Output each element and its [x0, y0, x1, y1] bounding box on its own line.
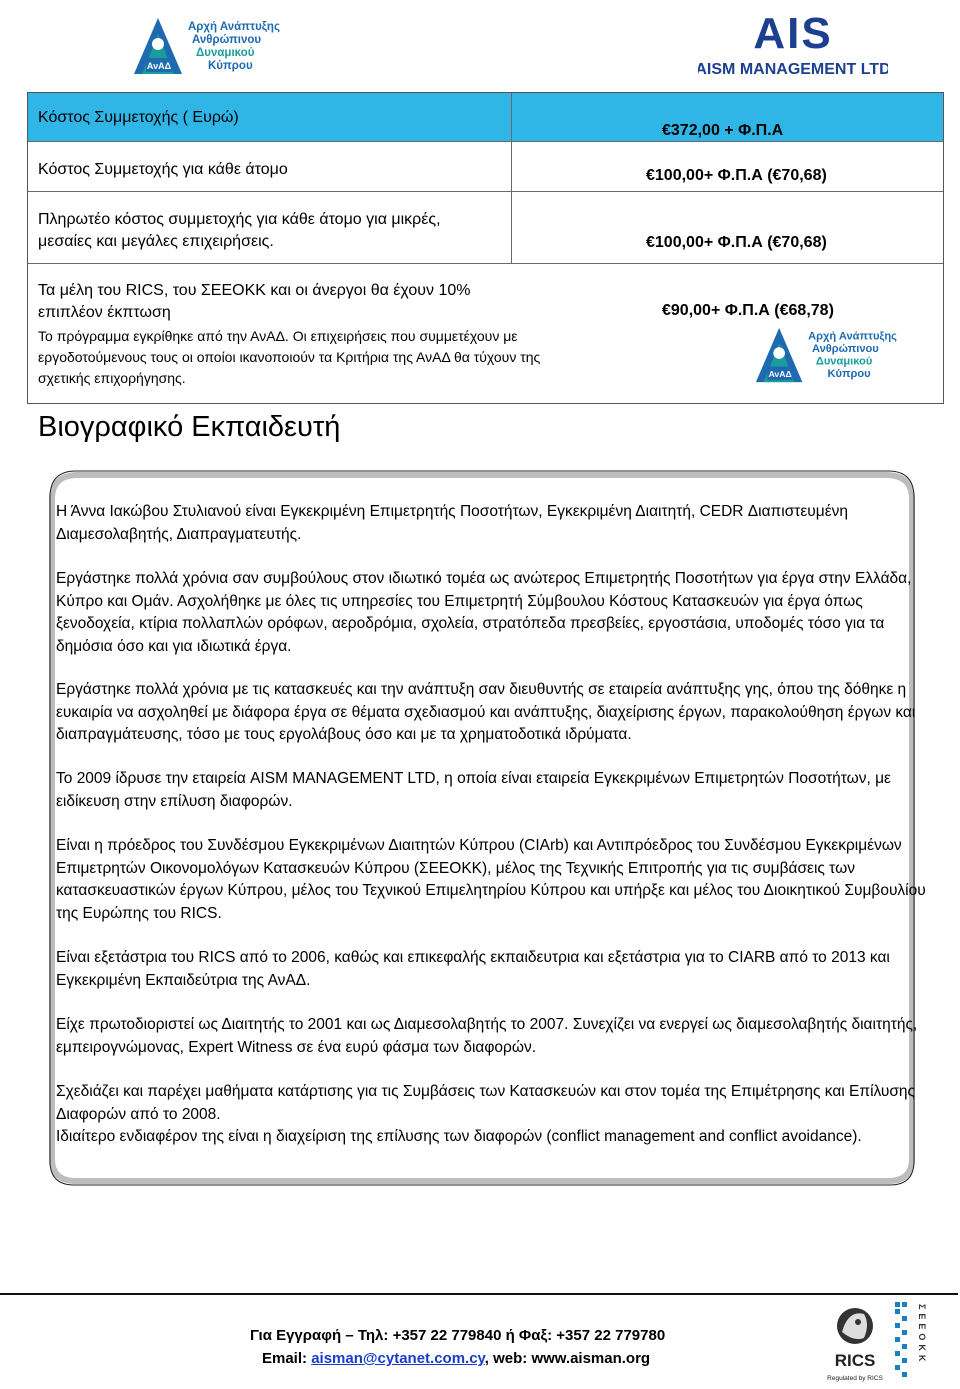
bio-paragraph: Εργάστηκε πολλά χρόνια με τις κατασκευές και την ανάπτυξη σαν διευθυντής σε εταιρεία ανάπτυξης γης, όπου της δόθηκε η ευκαιρία να ασχοληθεί με διάφορα έργα σε θέματα σχεδιασμού και ανάπτυξης, διαχείρισης έργων, παρακολούθηση έργων και διαπραγμάτευσης, τόσο με τους εργολάβους όσο και με τα χρηματοδοτικά ιδρύματα. [56, 681, 916, 743]
row1-price: €100,00+ Φ.Π.Α (€70,68) [646, 167, 827, 184]
bio-paragraph: Ιδιαίτερο ενδιαφέρον της είναι η διαχείριση της επίλυσης των διαφορών (conflict management and conflict avoidance). [56, 1128, 862, 1145]
ais-logo [698, 6, 888, 80]
svg-text:ΑνΑΔ: ΑνΑΔ [768, 369, 792, 380]
footer-divider [0, 1293, 958, 1295]
rics-logo-tagline: Regulated by RICS [827, 1375, 883, 1382]
svg-text:Δυναμικού: Δυναμικού [196, 47, 255, 59]
bio-paragraph: Η Άννα Ιακώβου Στυλιανού είναι Εγκεκριμένη Επιμετρητής Ποσοτήτων, Εγκεκριμένη Διαιτητή, CEDR Διαπιστευμένη Διαμεσολαβητής, Διαπραγματευτής. [56, 503, 848, 543]
bio-paragraph: Σχεδιάζει και παρέχει μαθήματα κατάρτισης για τις Συμβάσεις των Κατασκευών και στον τομέα της Επιμέτρησης και Επίλυσης Διαφορών από το 2008. [56, 1083, 916, 1123]
email-label: Email: [262, 1350, 312, 1367]
row3-label-line2: επιπλέον έκπτωση [38, 304, 171, 321]
rics-logo-name: RICS [834, 1351, 876, 1370]
bio-title: Βιογραφικό Εκπαιδευτή [38, 411, 341, 443]
ais-logo-name: AISM MANAGEMENT LTD [698, 61, 888, 78]
row-divider [28, 141, 943, 142]
svg-text:Ανθρώπινου: Ανθρώπινου [812, 343, 879, 356]
price-table-title: Κόστος Συμμετοχής ( Ευρώ) [38, 109, 239, 126]
row2-label-line2: μεσαίες και μεγάλες επιχειρήσεις. [38, 233, 274, 250]
footer-contact-phone: Για Εγγραφή – Τηλ: +357 22 779840 ή Φαξ: +357 22 779780 [250, 1327, 666, 1344]
row-divider [28, 263, 943, 264]
bio-paragraph: Είναι η πρόεδρος του Συνδέσμου Εγκεκριμένων Διαιτητών Κύπρου (CIArb) και Αντιπρόεδρος του Συνδέσμου Εγκεκριμένων Επιμετρητών Οικονομολόγων Κατασκευών Κύπρου (ΣΕΕΟΚΚ), μέλος της Τεχνικής Επιτροπής για τις συμβάσεις των κατασκευαστικών έργων Κύπρου, μέλος του Τεχνικού Επιμελητηρίου Κύπρου και υπήρξε και μέλος του Διοικητικού Συμβουλίου της Ευρώπης του RICS. [56, 837, 926, 922]
row3-price: €90,00+ Φ.Π.Α (€68,78) [662, 302, 834, 319]
seeokk-logo-text: ΣΕΕΟΚΚ [917, 1304, 927, 1366]
bio-paragraph: Είναι εξετάστρια του RICS από το 2006, καθώς και επικεφαλής εκπαιδευτρια και εξετάστρια για το CIARB από το 2013 και Εγκεκριμένη Εκπαιδεύτρια της ΑνΑΔ. [56, 949, 890, 989]
rics-logo [824, 1300, 886, 1384]
bio-paragraph: Το 2009 ίδρυσε την εταιρεία AISM MANAGEMENT LTD, η οποία είναι εταιρεία Εγκεκριμένων Επιμετρητών Ποσοτήτων, με ειδίκευση στην επίλυση διαφορών. [56, 770, 891, 810]
bio-paragraph: Είχε πρωτοδιοριστεί ως Διαιτητής το 2001 και ως Διαμεσολαβητής το 2007. Συνεχίζει να ενεργεί ως διαμεσολαβητής διαιτητής, εμπειρογνώμονας, Expert Witness σε ένα ευρύ φάσμα των διαφορών. [56, 1016, 918, 1056]
note-line2: εργοδοτούμενους τους οι οποίοι ικανοποιούν τα Κριτήρια της ΑνΑΔ θα τύχουν της [38, 349, 541, 365]
row2-label-line1: Πληρωτέο κόστος συμμετοχής για κάθε άτομο για μικρές, [38, 211, 441, 228]
web-text: , web: www.aisman.org [484, 1350, 651, 1367]
column-divider [511, 93, 512, 263]
svg-text:Αρχή Ανάπτυξης: Αρχή Ανάπτυξης [808, 330, 897, 343]
anad-logo [132, 14, 282, 78]
svg-text:Κύπρου: Κύπρου [208, 60, 253, 72]
anad-logo-small [754, 324, 899, 386]
note-line1: Το πρόγραμμα εγκρίθηκε από την ΑνΑΔ. Οι επιχειρήσεις που συμμετέχουν με [38, 328, 518, 344]
row1-label: Κόστος Συμμετοχής για κάθε άτομο [38, 161, 288, 178]
ais-logo-mark: AIS [753, 9, 833, 58]
bio-paragraph: Εργάστηκε πολλά χρόνια σαν συμβούλους στον ιδιωτικό τομέα ως ανώτερος Επιμετρητής Ποσοτήτων για έργα στην Ελλάδα, Κύπρο και Ομάν. Ασχολήθηκε με όλες τις υπηρεσίες του Επιμετρητή Σύμβουλου Κόστους Κατασκευών για έργα όπως ξενοδοχεία, κτίρια πολλαπλών ορόφων, αεροδρόμια, σχολεία, στρατόπεδα πρεσβείες, εργοστάσια, υποδομές τόσο για τα δημόσια όσο και για ιδιωτικά έργα. [56, 570, 912, 655]
price-table [27, 92, 944, 404]
row3-label-line1: Τα μέλη του RICS, του ΣΕΕΟΚΚ και οι άνεργοι θα έχουν 10% [38, 282, 471, 299]
footer-contact-web [262, 1348, 650, 1370]
svg-text:Ανθρώπινου: Ανθρώπινου [192, 34, 262, 46]
note-line3: σχετικής επιχορήγησης. [38, 370, 186, 386]
svg-text:Κύπρου: Κύπρου [827, 368, 871, 381]
row2-price: €100,00+ Φ.Π.Α (€70,68) [646, 234, 827, 251]
row-divider [28, 191, 943, 192]
svg-text:Αρχή Ανάπτυξης: Αρχή Ανάπτυξης [188, 21, 280, 33]
svg-text:Δυναμικού: Δυναμικού [815, 355, 873, 368]
email-link[interactable]: aisman@cytanet.com.cy [311, 1350, 485, 1367]
seeokk-logo [893, 1300, 927, 1384]
total-price: €372,00 + Φ.Π.Α [662, 122, 784, 139]
anad-logo-abbr: ΑνΑΔ [146, 61, 172, 71]
